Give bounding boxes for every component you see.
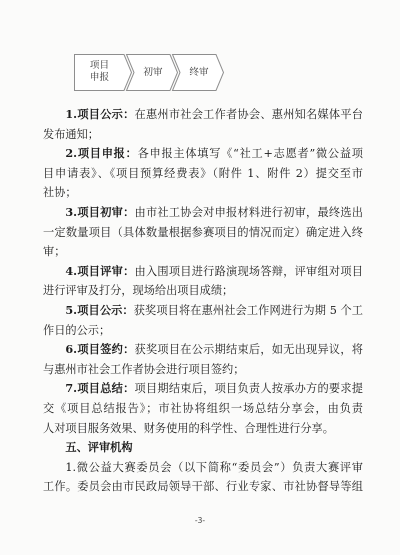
paragraph-line <box>43 105 363 125</box>
paragraph-line: 交《项目总结报告》；市社协将组织一场总结分享会，由负责 <box>43 401 363 415</box>
paragraph-line: 1.微公益大赛委员会（以下简称“委员会”）负责大赛评审 <box>65 460 363 474</box>
item-label: 7.项目总结： <box>65 381 135 396</box>
paragraph-line: 与惠州市社会工作者协会进行项目签约； <box>43 362 245 376</box>
paragraph-line: 目申请表》、《项目预算经费表》（附件 1、附件 2）提交至市 <box>43 166 363 180</box>
step-label: 初审 <box>143 67 163 78</box>
list-item <box>43 144 363 203</box>
flow-step-apply <box>74 54 132 91</box>
page-number: -3- <box>194 516 206 525</box>
paragraph-line: 审； <box>43 245 66 259</box>
paragraph-line: 社协； <box>43 186 77 200</box>
item-text: 获奖项目在公示期结束后，如无出现异议，将 <box>134 343 363 357</box>
paragraph-line: 进行评审及打分，现场给出项目成绩； <box>43 284 234 298</box>
item-label: 6.项目签约： <box>65 342 135 357</box>
list-item <box>43 379 363 438</box>
item-text: 在惠州市社会工作者协会、惠州知名媒体平台 <box>134 108 363 121</box>
item-label: 1.项目公示： <box>65 107 135 121</box>
procedure-list <box>43 105 363 438</box>
paragraph-line <box>43 203 363 223</box>
paragraph-line <box>43 379 363 399</box>
item-text: 由入围项目进行路演现场答辩，评审组对项目 <box>134 264 363 278</box>
paragraph-line: 人对项目服务效果、财务使用的科学性、合理性进行分享。 <box>43 421 334 435</box>
section-heading: 五、评审机构 <box>65 440 133 455</box>
paragraph-line <box>43 262 363 282</box>
list-item <box>43 340 363 379</box>
list-item <box>43 262 363 301</box>
document-body <box>43 105 363 497</box>
list-item <box>43 458 363 497</box>
paragraph-line: 一定数量项目（具体数量根据参赛项目的情况而定）确定进入终 <box>43 225 363 239</box>
item-label: 5.项目公示： <box>65 302 134 317</box>
step-label-line: 项目 <box>89 60 110 71</box>
list-item <box>43 301 363 340</box>
item-text: 各申报主体填写《“社工+志愿者”微公益项 <box>137 147 363 161</box>
paragraph-line <box>43 340 363 360</box>
paragraph-line: 作日的公示； <box>43 323 111 337</box>
step-label: 终审 <box>189 67 209 78</box>
process-flow <box>74 54 226 91</box>
item-text: 获奖项目将在惠州社会工作网进行为期 5 个工 <box>133 303 363 317</box>
flow-step-initial-review <box>126 54 178 91</box>
item-text: 项目期结束后，项目负责人按承办方的要求提 <box>134 382 363 396</box>
list-item <box>43 105 363 144</box>
flow-step-final-review <box>172 54 224 91</box>
paragraph-line: 发布通知； <box>43 127 99 141</box>
step-label <box>74 54 125 91</box>
paragraph-line: 工作。委员会由市民政局领导干部、行业专家、市社协督导等组 <box>43 480 363 494</box>
item-label: 2.项目申报： <box>65 146 138 161</box>
item-label: 3.项目初审： <box>65 204 135 219</box>
paragraph-line <box>43 301 363 321</box>
step-label-line: 申报 <box>89 72 110 83</box>
list-item <box>43 203 363 262</box>
item-text: 由市社工协会对申报材料进行初审，最终选出 <box>134 205 363 219</box>
item-label: 4.项目评审： <box>65 263 135 278</box>
section-list <box>43 458 363 497</box>
paragraph-line <box>43 144 363 164</box>
